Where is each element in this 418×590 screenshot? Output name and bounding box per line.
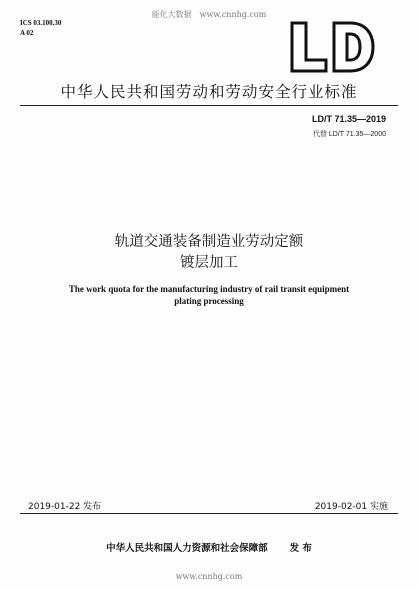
publisher-name: 中华人民共和国人力资源和社会保障部 bbox=[106, 543, 268, 554]
ics-code: ICS 03.100.30 bbox=[20, 19, 62, 27]
english-title-line-2: plating processing bbox=[174, 296, 244, 306]
english-title-line-1: The work quota for the manufacturing industry of rail transit equipment bbox=[68, 284, 350, 294]
ics-block bbox=[20, 18, 61, 38]
org-title: 中华人民共和国劳动和劳动安全行业标准 bbox=[60, 83, 358, 101]
ld-logo-icon bbox=[286, 20, 376, 74]
standard-number: LD/T 71.35—2019 bbox=[311, 114, 386, 124]
watermark-bottom: www.cnnhg.com bbox=[175, 572, 243, 581]
chinese-title-line-2: 镀层加工 bbox=[180, 255, 238, 271]
ics-class: A 02 bbox=[20, 29, 34, 37]
watermark-top: 能化大数据 www.cnnhg.com bbox=[151, 10, 267, 19]
implementation-date: 2019-02-01 实施 bbox=[314, 502, 388, 512]
chinese-title-line-1: 轨道交通装备制造业劳动定额 bbox=[114, 234, 304, 250]
replaces-standard: 代替 LD/T 71.35—2000 bbox=[312, 131, 386, 138]
bottom-divider bbox=[20, 513, 398, 514]
issue-date: 2019-01-22 发布 bbox=[28, 502, 102, 512]
publisher-line bbox=[0, 540, 418, 554]
top-divider bbox=[20, 105, 398, 106]
publisher-verb: 发 布 bbox=[289, 543, 312, 554]
